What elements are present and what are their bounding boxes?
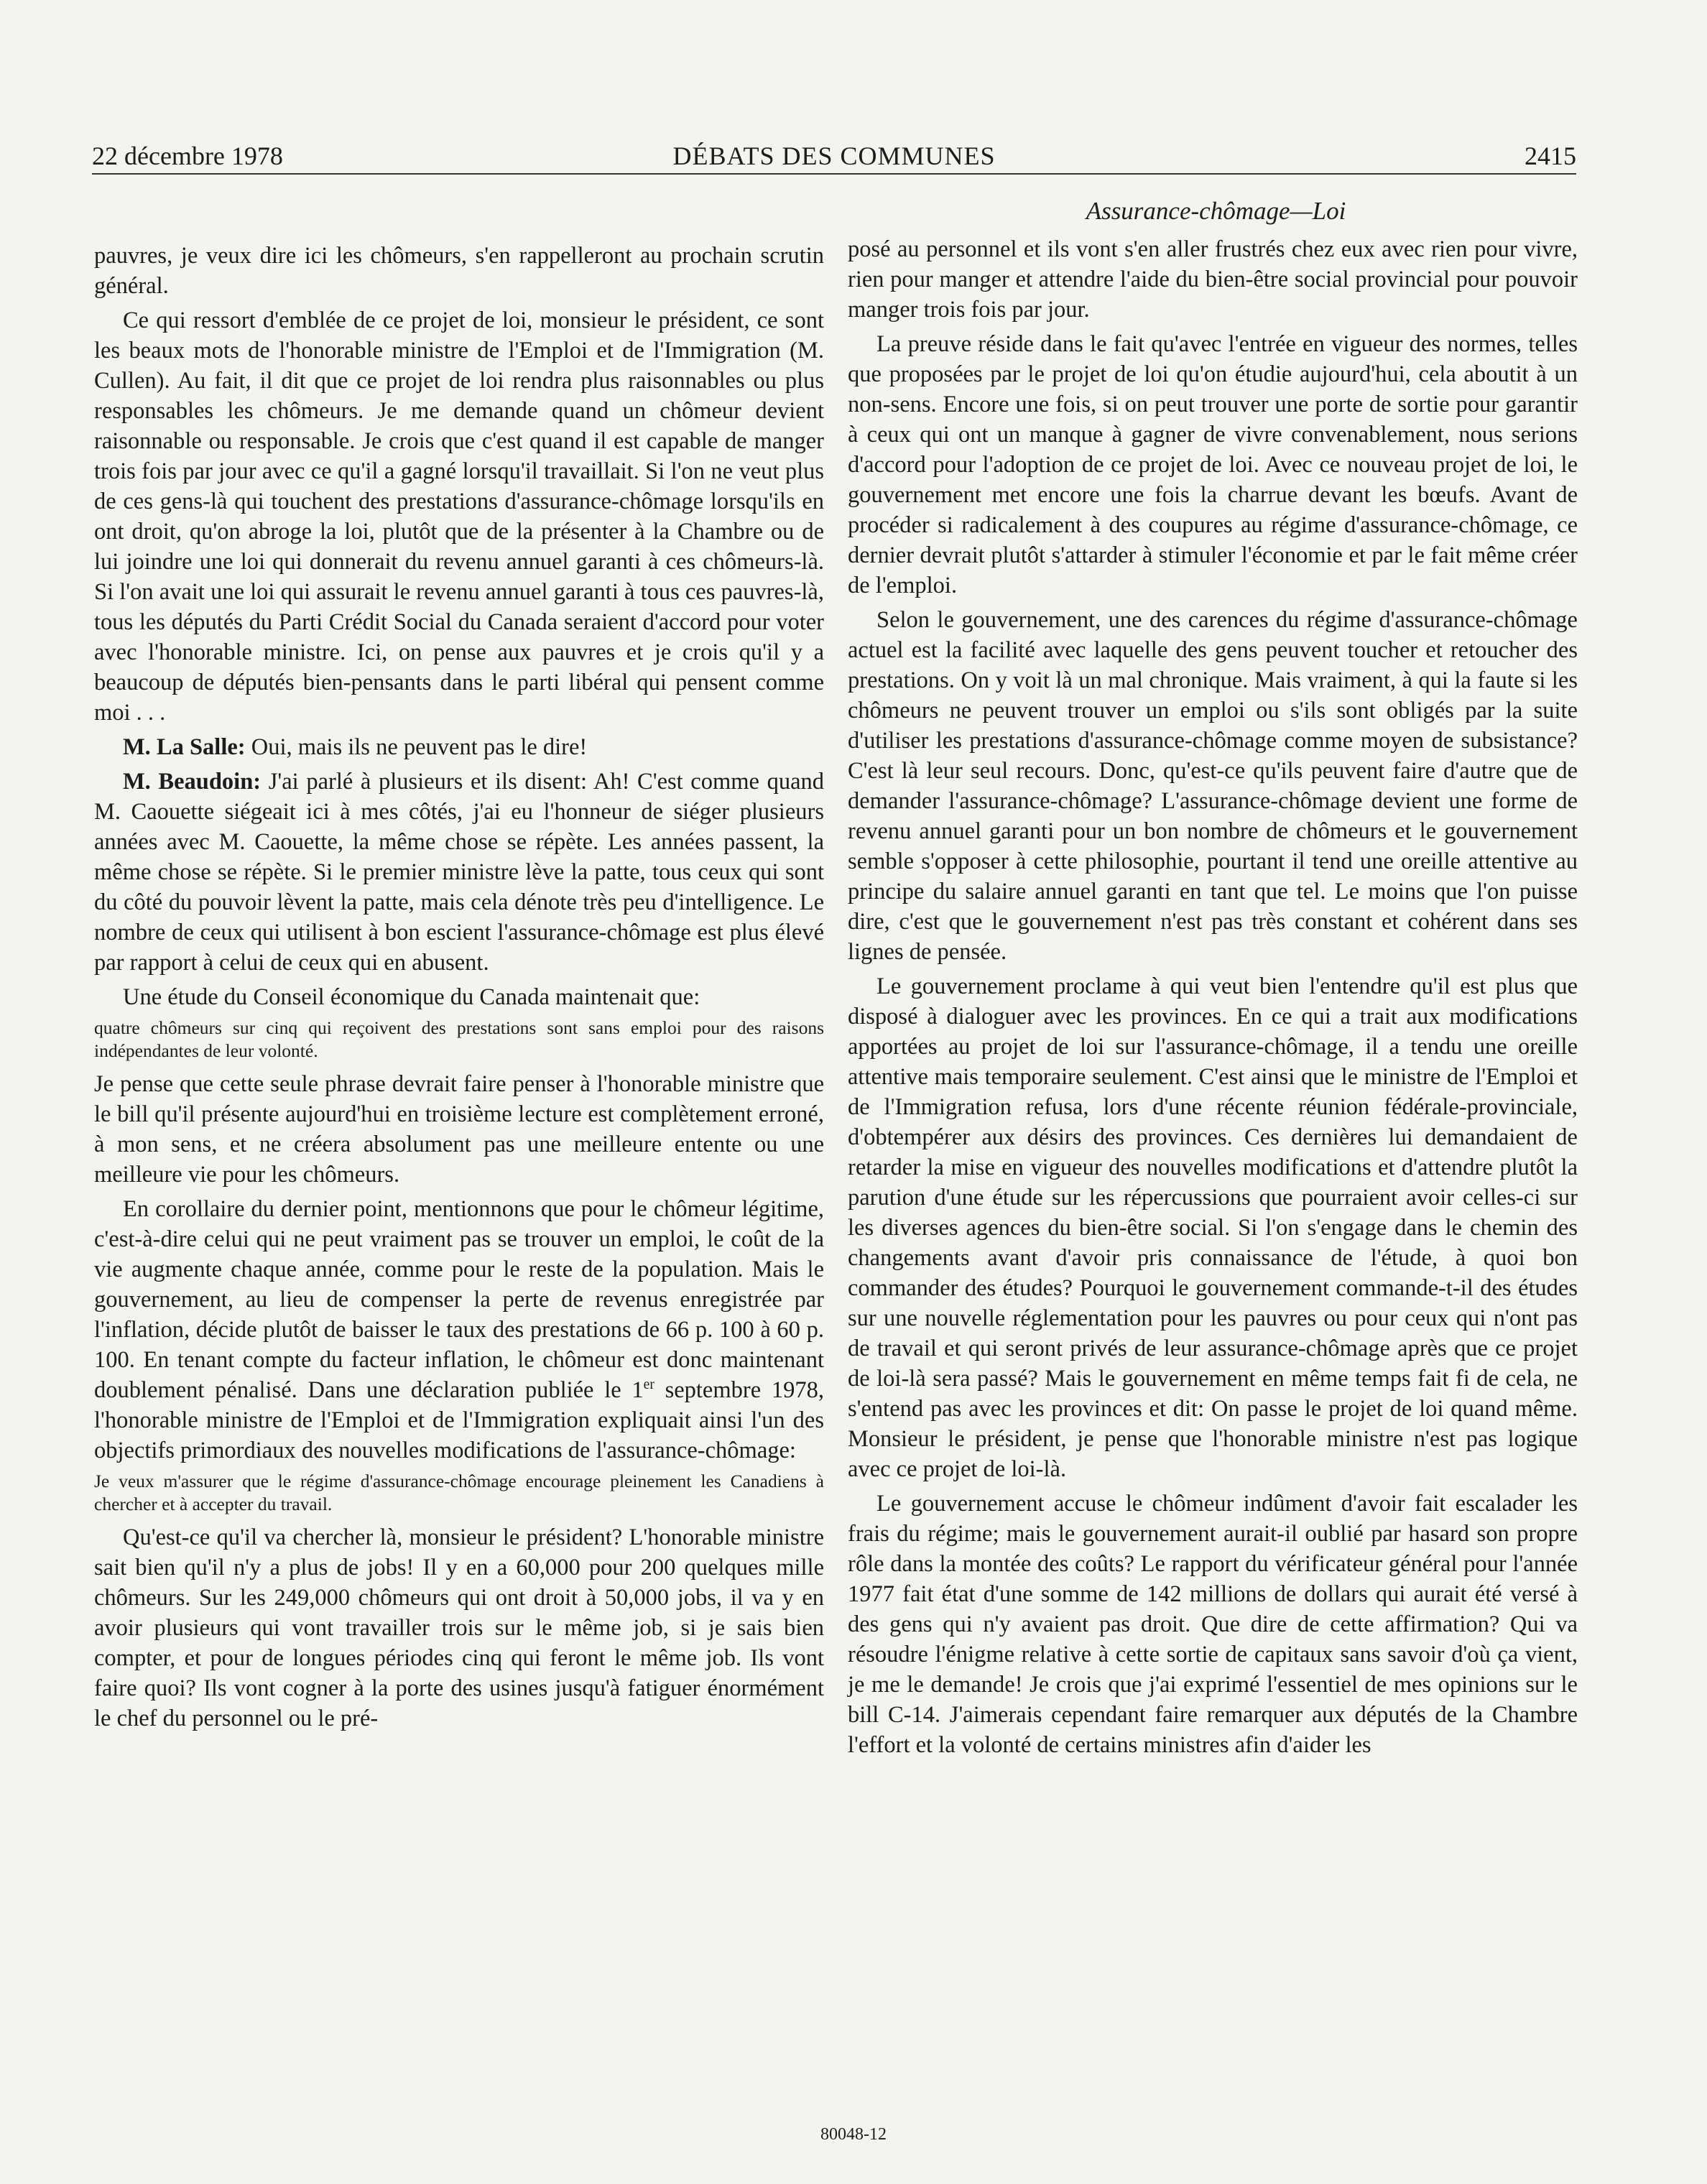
speech-text: J'ai parlé à plusieurs et ils disent: Ah! C'est comme quand M. Caouette siégeait ici à mes côtés, j'ai eu l'honneur de siéger plusieurs années avec M. Caouette, la même chose se répète. Les années passent, la même chose se répète. Si le premier ministre lève la patte, tous ceux qui sont du côté du pouvoir lèvent la patte, mais cela dénote très peu d'intelligence. Le nombre de ceux qui utilisent à bon escient l'assurance-chômage est plus élevé par rapport à celui de ceux qui en abusent.	[94, 769, 825, 976]
ordinal-superscript: er	[643, 1377, 654, 1393]
paragraph-text: septembre 1978, l'honorable ministre de l'Emploi et de l'Immigration expliquait ainsi l'un des objectifs primordiaux des nouvelles modifications de l'assurance-chômage:	[94, 1377, 824, 1463]
running-head: Assurance-chômage—Loi	[1086, 197, 1346, 225]
header-date: 22 décembre 1978	[92, 142, 283, 170]
paragraph	[94, 1194, 824, 1466]
speaker-name: M. Beaudoin:	[123, 769, 262, 795]
page-footer-code: 80048-12	[820, 2125, 887, 2144]
paragraph: pauvres, je veux dire ici les chômeurs, s'en rappelleront au prochain scrutin général.	[94, 243, 824, 299]
speech	[94, 767, 824, 978]
page-header	[92, 141, 1576, 177]
speech	[94, 732, 824, 762]
paragraph: Selon le gouvernement, une des carences du régime d'assurance-chômage actuel est la facilité avec laquelle des gens peuvent toucher et retoucher des prestations. On y voit là un mal chronique. Mais vraiment, à qui la faute si les chômeurs ne peuvent trouver un emploi ou s'ils sont obligés par la suite d'utiliser les prestations d'assurance-chômage comme moyen de subsistance? C'est là leur seul recours. Donc, qu'est-ce qu'ils peuvent faire d'autre que de demander l'assurance-chômage? L'assurance-chômage devient une forme de revenu annuel garanti pour un bon nombre de chômeurs et le gouvernement semble s'opposer à cette philosophie, pourtant il tend une oreille attentive au principe du salaire annuel garanti en tant que tel. Le moins que l'on puisse dire, c'est que le gouvernement n'est pas très constant et cohérent dans ses lignes de pensée.	[848, 607, 1578, 965]
right-column	[848, 234, 1578, 1764]
paragraph: Le gouvernement proclame à qui veut bien l'entendre qu'il est plus que disposé à dialoguer avec les provinces. En ce qui a trait aux modifications apportées au projet de loi sur l'assurance-chômage, il a tendu une oreille attentive mais temporaire seulement. C'est ainsi que le ministre de l'Emploi et de l'Immigration refusa, lors d'une récente réunion fédérale-provinciale, d'obtempérer aux désirs des provinces. Ces dernières lui demandaient de retarder la mise en vigueur des nouvelles modifications et d'attendre plutôt la parution d'une étude sur les répercussions que pourraient avoir celles-ci sur les diverses agences du bien-être social. Si l'on s'engage dans le chemin des changements avant d'avoir pris connaissance de l'étude, à quoi bon commander des études? Pourquoi le gouvernement commande-t-il des études sur une nouvelle réglementation pour les pauvres ou pour ceux qui n'ont pas de travail et qui seront privés de leur assurance-chômage après que ce projet de loi-là sera passé? Mais le gouvernement en même temps fait fi de cela, ne s'entend pas avec les provinces et dit: On passe le projet de loi quand même. Monsieur le président, je pense que l'honorable ministre n'est pas logique avec ce projet de loi-là.	[848, 973, 1578, 1482]
header-page-number: 2415	[1525, 142, 1576, 170]
paragraph: Qu'est-ce qu'il va chercher là, monsieur le président? L'honorable ministre sait bien qu'il n'y a plus de jobs! Il y en a 60,000 pour 200 quelques mille chômeurs. Sur les 249,000 chômeurs qui ont droit à 50,000 jobs, il va y en avoir plusieurs qui vont travailler trois sur le même job, si je sais bien compter, et pour de longues périodes cinq qui feront le même job. Ils vont faire quoi? Ils vont cogner à la porte des usines jusqu'à fatiguer énormément le chef du personnel ou le pré-	[94, 1524, 824, 1731]
paragraph: posé au personnel et ils vont s'en aller frustrés chez eux avec rien pour vivre, rien pour manger et attendre l'aide du bien-être social provincial pour pouvoir manger trois fois par jour.	[848, 236, 1578, 323]
paragraph: Je pense que cette seule phrase devrait faire penser à l'honorable ministre que le bill qu'il présente aujourd'hui en troisième lecture est complètement erroné, à mon sens, et ne créera absolument pas une meilleure entente ou une meilleure vie pour les chômeurs.	[94, 1071, 824, 1188]
paragraph: Une étude du Conseil économique du Canada maintenait que:	[123, 984, 700, 1010]
paragraph: La preuve réside dans le fait qu'avec l'entrée en vigueur des normes, telles que proposées par le projet de loi qu'on étudie aujourd'hui, cela aboutit à un non-sens. Encore une fois, si on peut trouver une porte de sortie pour garantir à ceux qui ont un manque à gagner de vivre convenablement, nous serions d'accord pour l'adoption de ce projet de loi. Avec ce nouveau projet de loi, le gouvernement met encore une fois la charrue devant les bœufs. Avant de procéder si radicalement à des coupures au régime d'assurance-chômage, ce dernier devrait plutôt s'attarder à stimuler l'économie et par le fait même créer de l'emploi.	[848, 331, 1578, 598]
speaker-name: M. La Salle:	[123, 734, 246, 760]
header-title: DÉBATS DES COMMUNES	[672, 142, 996, 170]
block-quote: Je veux m'assurer que le régime d'assurance-chômage encourage pleinement les Canadiens à chercher et à accepter du travail.	[94, 1471, 824, 1514]
paragraph: Ce qui ressort d'emblée de ce projet de loi, monsieur le président, ce sont les beaux mots de l'honorable ministre de l'Emploi et de l'Immigration (M. Cullen). Au fait, il dit que ce projet de loi rendra plus raisonnables ou plus responsables les chômeurs. Je me demande quand un chômeur devient raisonnable ou responsable. Je crois que c'est quand il est capable de manger trois fois par jour avec ce qu'il a gagné lorsqu'il travaillait. Si l'on ne veut plus de ces gens-là qui touchent des prestations d'assurance-chômage lorsqu'ils en ont droit, qu'on abroge la loi, plutôt que de la présenter à la Chambre ou de lui joindre une loi qui donnerait du revenu annuel garanti à ces chômeurs-là. Si l'on avait une loi qui assurait le revenu annuel garanti à tous ces pauvres-là, tous les députés du Parti Crédit Social du Canada seraient d'accord pour voter avec l'honorable ministre. Ici, on pense aux pauvres et je crois qu'il y a beaucoup de députés bien-pensants dans le parti libéral qui pensent comme moi . . .	[94, 307, 824, 726]
block-quote: quatre chômeurs sur cinq qui reçoivent des prestations sont sans emploi pour des raisons indépendantes de leur volonté.	[94, 1017, 824, 1061]
paragraph: Le gouvernement accuse le chômeur indûment d'avoir fait escalader les frais du régime; mais le gouvernement aurait-il oublié par hasard son propre rôle dans la montée des coûts? Le rapport du vérificateur général pour l'année 1977 fait état d'une somme de 142 millions de dollars qui aurait été versé à des gens qui n'y avaient pas droit. Que dire de cette affirmation? Qui va résoudre l'énigme relative à cette sortie de capitaux sans savoir d'où ça vient, je me le demande! Je crois que j'ai exprimé l'essentiel de mes opinions sur le bill C-14. J'aimerais cependant faire remarquer aux députés de la Chambre l'effort et la volonté de certains ministres afin d'aider les	[848, 1491, 1578, 1758]
speech-text: Oui, mais ils ne peuvent pas le dire!	[251, 734, 588, 760]
left-column	[94, 241, 824, 1738]
paragraph-text: En corollaire du dernier point, mentionnons que pour le chômeur légitime, c'est-à-dire celui qui ne peut vraiment pas se trouver un emploi, le coût de la vie augmente chaque année, comme pour le reste de la population. Mais le gouvernement, au lieu de compenser la perte de revenus enregistrée par l'inflation, décide plutôt de baisser le taux des prestations de 66 p. 100 à 60 p. 100. En tenant compte du facteur inflation, le chômeur est donc maintenant doublement pénalisé. Dans une déclaration publiée le 1	[94, 1196, 824, 1403]
header-rule	[92, 173, 1576, 175]
